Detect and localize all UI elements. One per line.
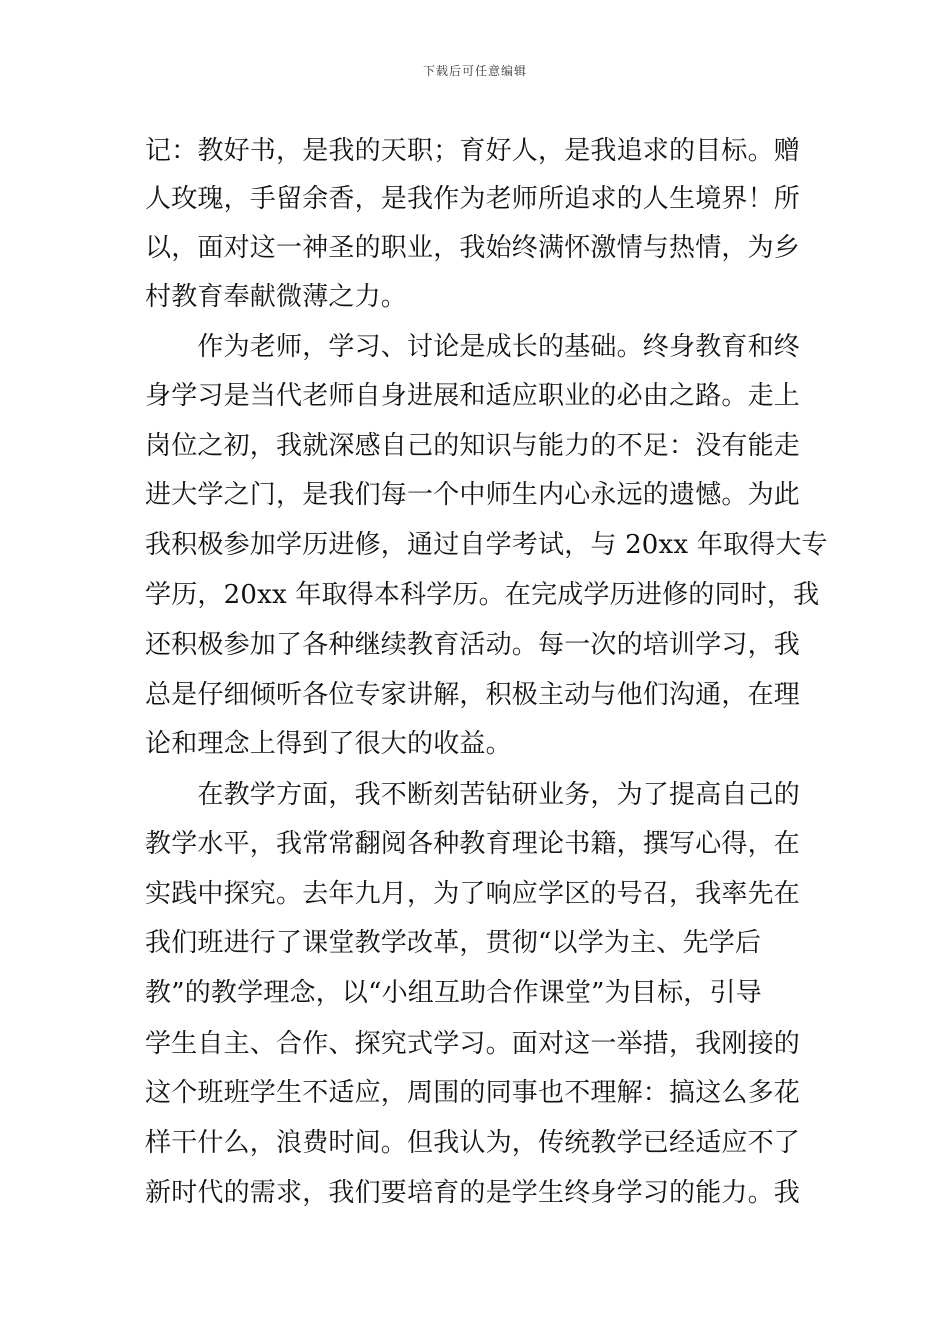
body-line: 身学习是当代老师自身进展和适应职业的必由之路。走上 (145, 381, 801, 411)
body-line: 样干什么，浪费时间。但我认为，传统教学已经适应不了 (145, 1128, 801, 1158)
page-header: 下载后可任意编辑 (422, 64, 527, 78)
body-line: 村教育奉献微薄之力。 (145, 282, 408, 312)
body-line: 以，面对这一神圣的职业，我始终满怀激情与热情，为乡 (145, 233, 801, 263)
body-line: 这个班班学生不适应，周围的同事也不理解：搞这么多花 (145, 1078, 801, 1108)
body-line: 进大学之门，是我们每一个中师生内心永远的遗憾。为此 (145, 480, 801, 510)
body-line: 学历，20xx 年取得本科学历。在完成学历进修的同时，我 (145, 580, 820, 610)
body-line: 论和理念上得到了很大的收益。 (145, 729, 512, 759)
body-line: 我积极参加学历进修，通过自学考试，与 20xx 年取得大专 (145, 530, 828, 560)
body-line: 教”的教学理念，以“小组互助合作课堂”为目标，引导 (145, 978, 762, 1008)
body-line: 人玫瑰，手留余香，是我作为老师所追求的人生境界！所 (145, 184, 801, 214)
body-line: 新时代的需求，我们要培育的是学生终身学习的能力。我 (145, 1178, 801, 1208)
body-line: 作为老师，学习、讨论是成长的基础。终身教育和终 (145, 332, 801, 362)
body-line: 实践中探究。去年九月，为了响应学区的号召，我率先在 (145, 879, 801, 909)
body-line: 学生自主、合作、探究式学习。面对这一举措，我刚接的 (145, 1029, 801, 1059)
body-line: 记：教好书，是我的天职；育好人，是我追求的目标。赠 (145, 136, 801, 166)
body-line: 在教学方面，我不断刻苦钻研业务，为了提高自己的 (145, 780, 801, 810)
body-line: 岗位之初，我就深感自己的知识与能力的不足：没有能走 (145, 431, 801, 461)
body-line: 我们班进行了课堂教学改革，贯彻“以学为主、先学后 (145, 928, 762, 958)
body-line: 还积极参加了各种继续教育活动。每一次的培训学习，我 (145, 630, 801, 660)
body-line: 教学水平，我常常翻阅各种教育理论书籍，撰写心得，在 (145, 829, 801, 859)
body-line: 总是仔细倾听各位专家讲解，积极主动与他们沟通，在理 (145, 680, 801, 710)
